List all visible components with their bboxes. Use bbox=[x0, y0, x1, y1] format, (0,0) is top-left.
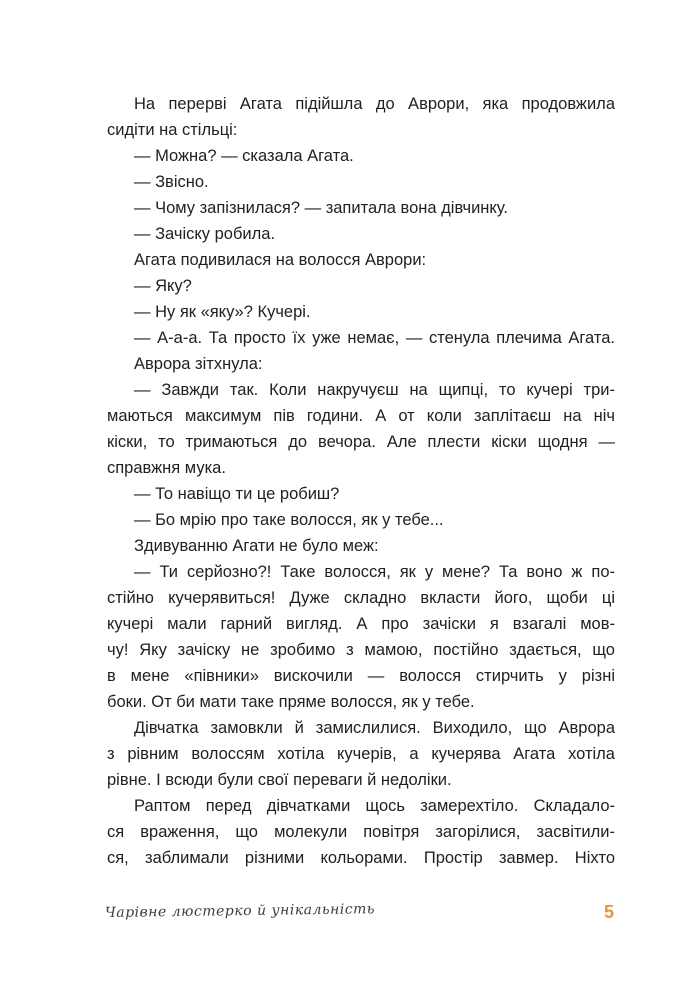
text-line: Дівчатка замовкли й замислилися. Виходило, що Аврора bbox=[134, 719, 615, 737]
text-line: Агата подивилася на волосся Аврори: bbox=[134, 251, 427, 269]
text-line: Раптом перед дівчатками щось замерехтіло. Складало- bbox=[134, 797, 615, 815]
text-line: — То навіщо ти це робиш? bbox=[134, 485, 340, 503]
text-line: стійно кучерявиться! Дуже складно вкласти його, щоби ці bbox=[107, 589, 615, 607]
text-line: боки. От би мати таке пряме волосся, як у тебе. bbox=[107, 693, 475, 711]
text-line: На перерві Агата підійшла до Аврори, яка продовжила bbox=[134, 95, 615, 113]
text-line: — Завжди так. Коли накручуєш на щипці, то кучері три- bbox=[134, 381, 615, 399]
running-title: Чарівне люстерко й унікальність bbox=[104, 901, 376, 921]
text-line: — Зачіску робила. bbox=[134, 225, 276, 243]
text-line: кучері мали гарний вигляд. А про зачіски я взагалі мов- bbox=[107, 615, 615, 633]
text-line: — Бо мрію про таке волосся, як у тебе... bbox=[134, 511, 444, 529]
text-line: Здивуванню Агати не було меж: bbox=[134, 537, 379, 555]
text-line: — Чому запізнилася? — запитала вона дівчинку. bbox=[134, 199, 508, 217]
text-line: ся враження, що молекули повітря загорілися, засвітили- bbox=[107, 823, 615, 841]
text-line: — А-а-а. Та просто їх уже немає, — стенула плечима Агата. bbox=[134, 329, 615, 347]
page-number: 5 bbox=[603, 902, 614, 922]
text-line: — Ну як «яку»? Кучері. bbox=[134, 303, 311, 321]
text-line: — Яку? bbox=[134, 277, 192, 295]
text-line: чу! Яку зачіску не зробимо з мамою, постійно здається, що bbox=[107, 641, 615, 659]
text-line: сидіти на стільці: bbox=[107, 121, 238, 139]
text-line: ся, заблимали різними кольорами. Простір завмер. Ніхто bbox=[107, 849, 615, 867]
text-line: — Звісно. bbox=[134, 173, 209, 191]
text-line: — Ти серйозно?! Таке волосся, як у мене? Та воно ж по- bbox=[134, 563, 615, 581]
text-line: маються максимум пів години. А от коли заплітаєш на ніч bbox=[107, 407, 615, 425]
text-line: Аврора зітхнула: bbox=[134, 355, 263, 373]
text-line: рівне. І всюди були свої переваги й недоліки. bbox=[107, 771, 452, 789]
text-line: справжня мука. bbox=[107, 459, 226, 477]
text-line: — Можна? — сказала Агата. bbox=[134, 147, 354, 165]
text-line: в мене «півники» вискочили — волосся стирчить у різні bbox=[107, 667, 615, 685]
text-line: з рівним волоссям хотіла кучерів, а кучерява Агата хотіла bbox=[107, 745, 615, 763]
text-line: кіски, то тримаються до вечора. Але плести кіски щодня — bbox=[107, 433, 615, 451]
text-block bbox=[107, 91, 615, 871]
